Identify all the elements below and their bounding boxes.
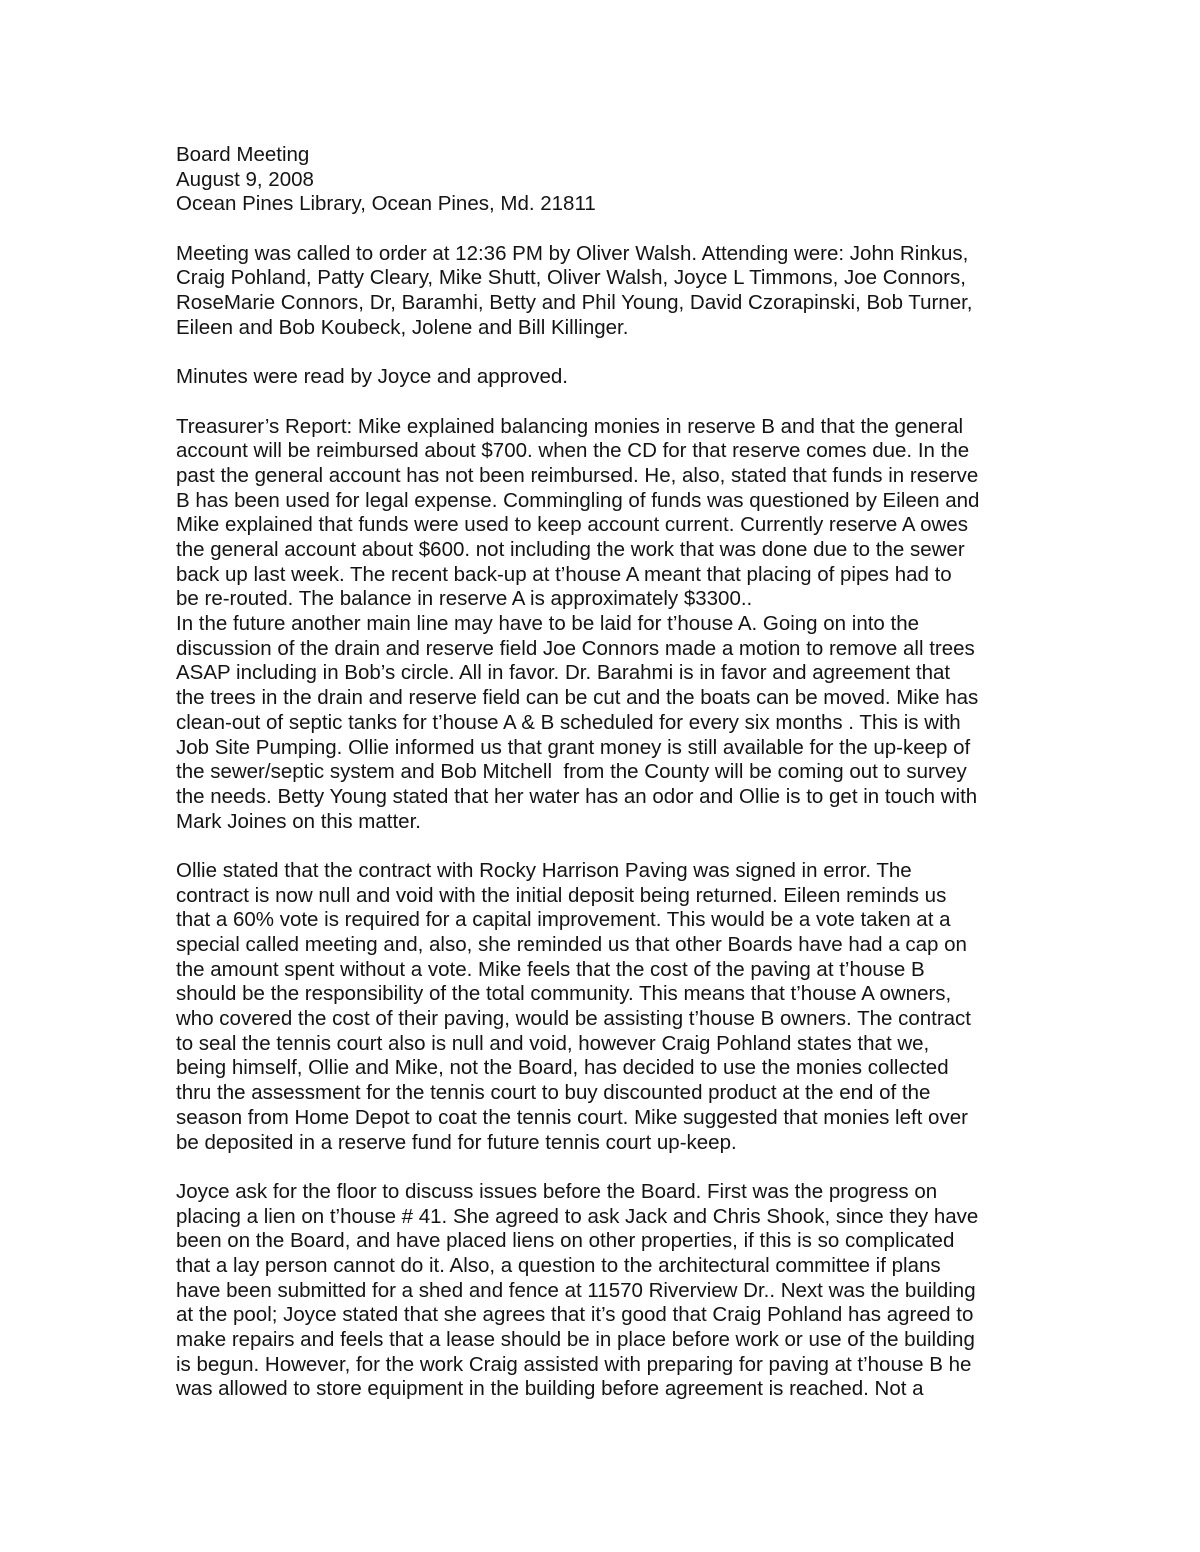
text-line: the needs. Betty Young stated that her water has an odor and Ollie is to get in touch with (176, 784, 978, 808)
text-line: Ollie stated that the contract with Rocky Harrison Paving was signed in error. The (176, 858, 912, 882)
text-line: Eileen and Bob Koubeck, Jolene and Bill Killinger. (176, 315, 629, 339)
text-line: the amount spent without a vote. Mike feels that the cost of the paving at t’house B (176, 957, 925, 981)
text-line: the sewer/septic system and Bob Mitchell from the County will be coming out to survey (176, 760, 967, 784)
text-line: is begun. However, for the work Craig assisted with preparing for paving at t’house B he (176, 1352, 972, 1376)
text-line: who covered the cost of their paving, would be assisting t’house B owners. The contract (176, 1007, 972, 1031)
text-line: was allowed to store equipment in the building before agreement is reached. Not a (176, 1377, 924, 1401)
text-line: Minutes were read by Joyce and approved. (176, 365, 569, 389)
text-line: Mark Joines on this matter. (176, 809, 421, 833)
text-line: past the general account has not been reimbursed. He, also, stated that funds in reserve (176, 463, 979, 487)
text-line: RoseMarie Connors, Dr, Baramhi, Betty and Phil Young, David Czorapinski, Bob Turner, (176, 291, 973, 315)
text-line: back up last week. The recent back-up at t’house A meant that placing of pipes had to (176, 562, 952, 586)
text-line: that a 60% vote is required for a capital improvement. This would be a vote taken at a (176, 908, 951, 932)
text-line: being himself, Ollie and Mike, not the Board, has decided to use the monies collected (176, 1056, 949, 1080)
text-line: the trees in the drain and reserve field can be cut and the boats can be moved. Mike has (176, 686, 979, 710)
paragraph-minutes (176, 365, 1046, 390)
text-line: Mike explained that funds were used to keep account current. Currently reserve A owes (176, 513, 968, 537)
text-line: clean-out of septic tanks for t’house A & B scheduled for every six months . This is with (176, 710, 961, 734)
text-line: account will be reimbursed about $700. when the CD for that reserve comes due. In the (176, 439, 970, 463)
text-line: that a lay person cannot do it. Also, a question to the architectural committee if plans (176, 1253, 941, 1277)
text-line: Meeting was called to order at 12:36 PM by Oliver Walsh. Attending were: John Rinkus, (176, 241, 969, 265)
text-line: Craig Pohland, Patty Cleary, Mike Shutt, Oliver Walsh, Joyce L Timmons, Joe Connors, (176, 266, 966, 290)
document-header (176, 143, 1046, 217)
meeting-minutes (176, 143, 1046, 1402)
text-line: have been submitted for a shed and fence at 11570 Riverview Dr.. Next was the building (176, 1278, 976, 1302)
text-line: In the future another main line may have to be laid for t’house A. Going on into the (176, 612, 920, 636)
text-line: the general account about $600. not including the work that was done due to the sewer (176, 538, 965, 561)
text-line: ASAP including in Bob’s circle. All in favor. Dr. Barahmi is in favor and agreement that (176, 661, 951, 685)
paragraph-paving-contract (176, 859, 1046, 1155)
text-line: to seal the tennis court also is null and void, however Craig Pohland states that we, (176, 1031, 930, 1055)
text-line: thru the assessment for the tennis court to buy discounted product at the end of the (176, 1081, 931, 1105)
text-line: been on the Board, and have placed liens on other properties, if this is so complicated (176, 1229, 955, 1253)
text-line: should be the responsibility of the total community. This means that t’house A owners, (176, 982, 952, 1006)
text-line: Job Site Pumping. Ollie informed us that grant money is still available for the up-keep of (176, 735, 971, 759)
text-line: season from Home Depot to coat the tennis court. Mike suggested that monies left over (176, 1105, 968, 1129)
text-line: at the pool; Joyce stated that she agrees that it’s good that Craig Pohland has agreed to (176, 1303, 974, 1327)
text-line: contract is now null and void with the initial deposit being returned. Eileen reminds us (176, 883, 947, 907)
text-line: make repairs and feels that a lease should be in place before work or use of the building (176, 1328, 975, 1351)
text-line: B has been used for legal expense. Commingling of funds was questioned by Eileen and (176, 488, 980, 512)
paragraph-treasurer-report (176, 415, 1046, 613)
paragraph-attendance (176, 242, 1046, 341)
text-line: be re-routed. The balance in reserve A is approximately $3300.. (176, 587, 753, 611)
meeting-date: August 9, 2008 (176, 167, 314, 191)
text-line: be deposited in a reserve fund for future tennis court up-keep. (176, 1130, 737, 1154)
meeting-title: Board Meeting (176, 143, 310, 166)
text-line: Joyce ask for the floor to discuss issues before the Board. First was the progress on (176, 1179, 938, 1203)
meeting-location: Ocean Pines Library, Ocean Pines, Md. 21811 (176, 192, 596, 216)
paragraph-drain-field (176, 612, 1046, 834)
text-line: Treasurer’s Report: Mike explained balancing monies in reserve B and that the general (176, 414, 964, 438)
text-line: placing a lien on t’house # 41. She agreed to ask Jack and Chris Shook, since they have (176, 1204, 979, 1228)
text-line: special called meeting and, also, she reminded us that other Boards have had a cap on (176, 933, 967, 956)
paragraph-board-issues (176, 1180, 1046, 1402)
text-line: discussion of the drain and reserve field Joe Connors made a motion to remove all trees (176, 636, 975, 660)
